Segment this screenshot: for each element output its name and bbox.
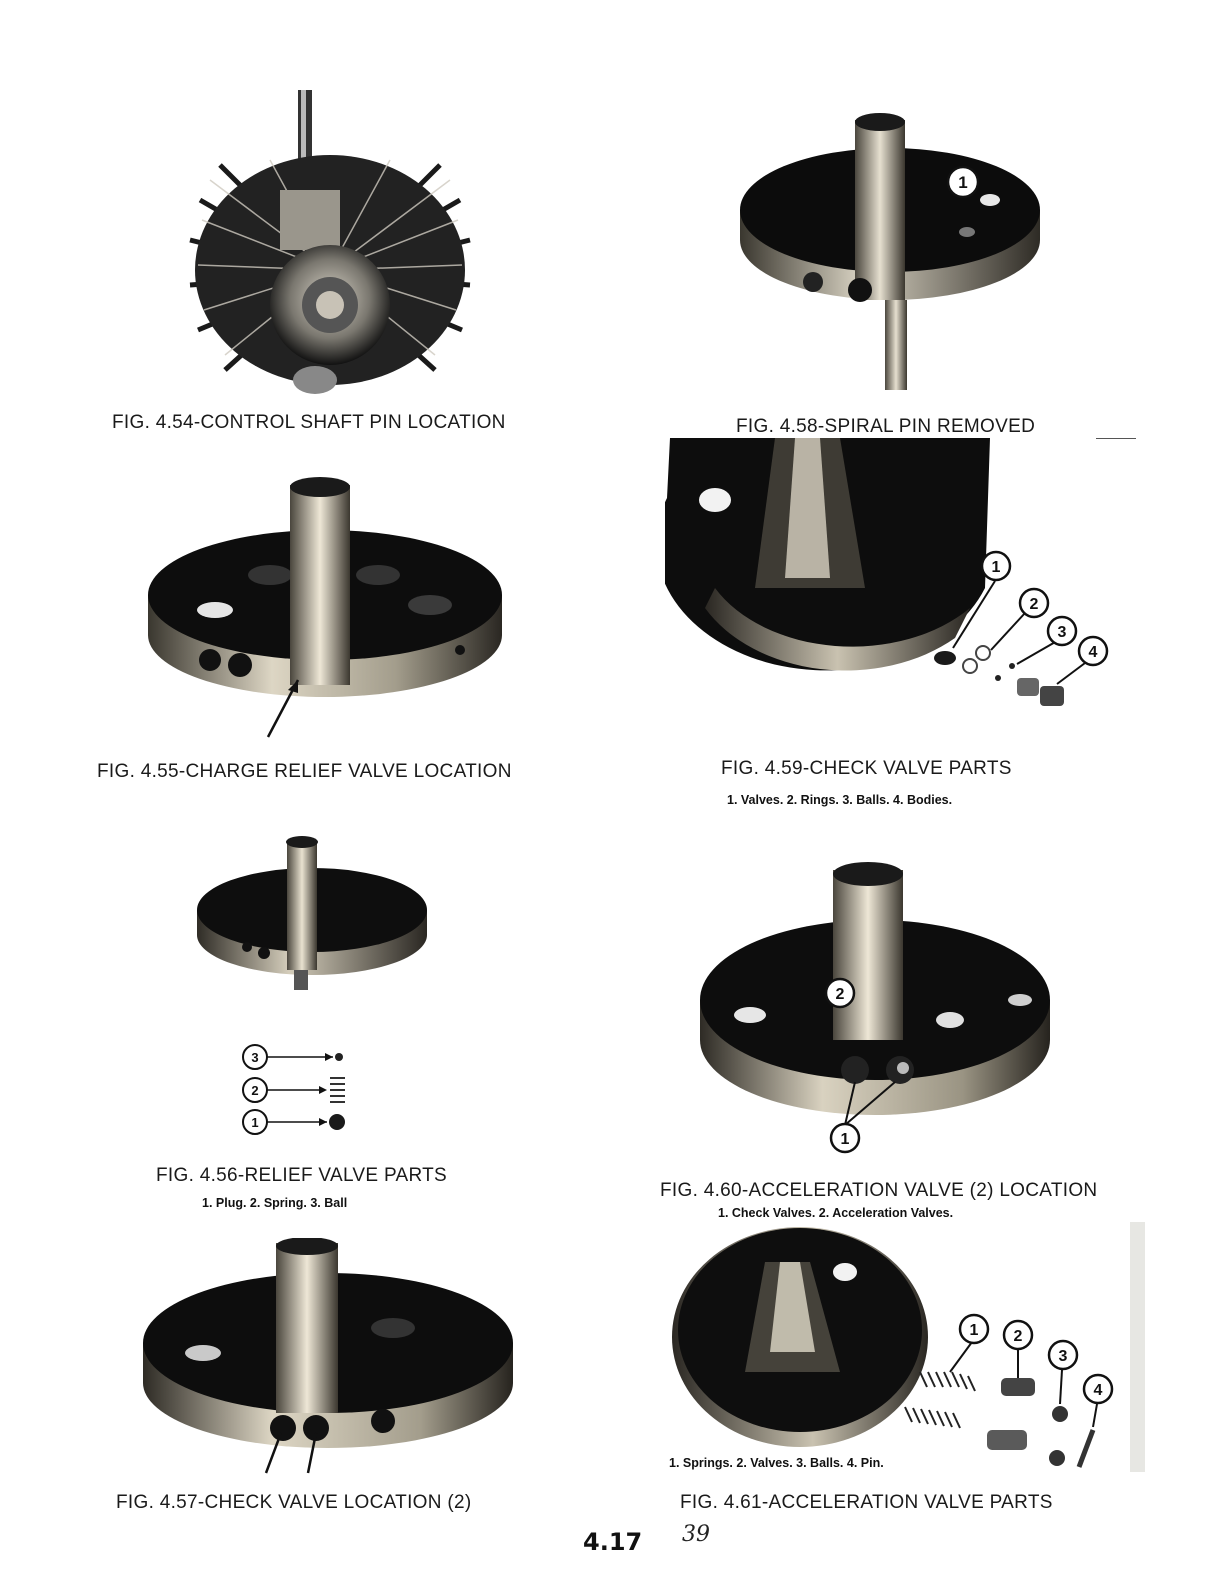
figure-4-56-callout-diagram <box>235 1042 365 1142</box>
figure-4-59-callout-4: 4 <box>1088 644 1098 661</box>
figure-4-57-photo <box>138 1238 518 1478</box>
handwritten-page-number: 39 <box>682 1522 710 1547</box>
figure-4-54-caption: FIG. 4.54-CONTROL SHAFT PIN LOCATION <box>112 412 506 433</box>
figure-4-55-caption: FIG. 4.55-CHARGE RELIEF VALVE LOCATION <box>97 761 512 782</box>
figure-4-58-caption: FIG. 4.58-SPIRAL PIN REMOVED <box>736 416 1036 437</box>
figure-4-60-legend: 1. Check Valves. 2. Acceleration Valves. <box>718 1206 954 1220</box>
figure-4-56-photo <box>192 835 432 995</box>
figure-4-61-callout-1: 1 <box>969 1322 979 1339</box>
figure-4-61-callout-4: 4 <box>1093 1382 1103 1399</box>
figure-4-56-callout-3: 3 <box>251 1050 259 1065</box>
figure-4-59-callout-3: 3 <box>1057 624 1067 641</box>
figure-4-61-callout-3: 3 <box>1058 1348 1068 1365</box>
figure-4-56-callout-2: 2 <box>251 1083 259 1098</box>
figure-4-60-caption: FIG. 4.60-ACCELERATION VALVE (2) LOCATION <box>660 1180 1098 1201</box>
figure-4-56-legend: 1. Plug. 2. Spring. 3. Ball <box>202 1196 348 1210</box>
figure-4-58-photo <box>735 110 1045 400</box>
figure-4-60-photo <box>695 860 1055 1160</box>
figure-4-59-caption: FIG. 4.59-CHECK VALVE PARTS <box>721 758 1012 779</box>
figure-4-59-photo <box>665 438 1125 738</box>
figure-4-56-caption: FIG. 4.56-RELIEF VALVE PARTS <box>156 1165 448 1186</box>
figure-4-61-photo <box>665 1222 1145 1477</box>
figure-4-61-caption: FIG. 4.61-ACCELERATION VALVE PARTS <box>680 1492 1053 1513</box>
figure-4-57-caption: FIG. 4.57-CHECK VALVE LOCATION (2) <box>116 1492 472 1513</box>
figure-4-60-callout-1: 1 <box>840 1131 850 1148</box>
figure-4-61-callout-2: 2 <box>1013 1328 1023 1345</box>
figure-4-61-legend: 1. Springs. 2. Valves. 3. Balls. 4. Pin. <box>669 1456 884 1470</box>
figure-4-60-callout-2: 2 <box>835 986 845 1003</box>
figure-4-58-callout-1: 1 <box>958 173 968 192</box>
page-number: 4.17 <box>583 1528 643 1556</box>
figure-4-54-photo <box>180 90 480 400</box>
figure-4-56-callout-1: 1 <box>251 1115 259 1130</box>
figure-4-59-legend: 1. Valves. 2. Rings. 3. Balls. 4. Bodies. <box>727 793 953 807</box>
figure-4-59-callout-2: 2 <box>1029 596 1039 613</box>
figure-4-59-callout-1: 1 <box>991 559 1001 576</box>
figure-4-55-photo <box>140 475 510 745</box>
